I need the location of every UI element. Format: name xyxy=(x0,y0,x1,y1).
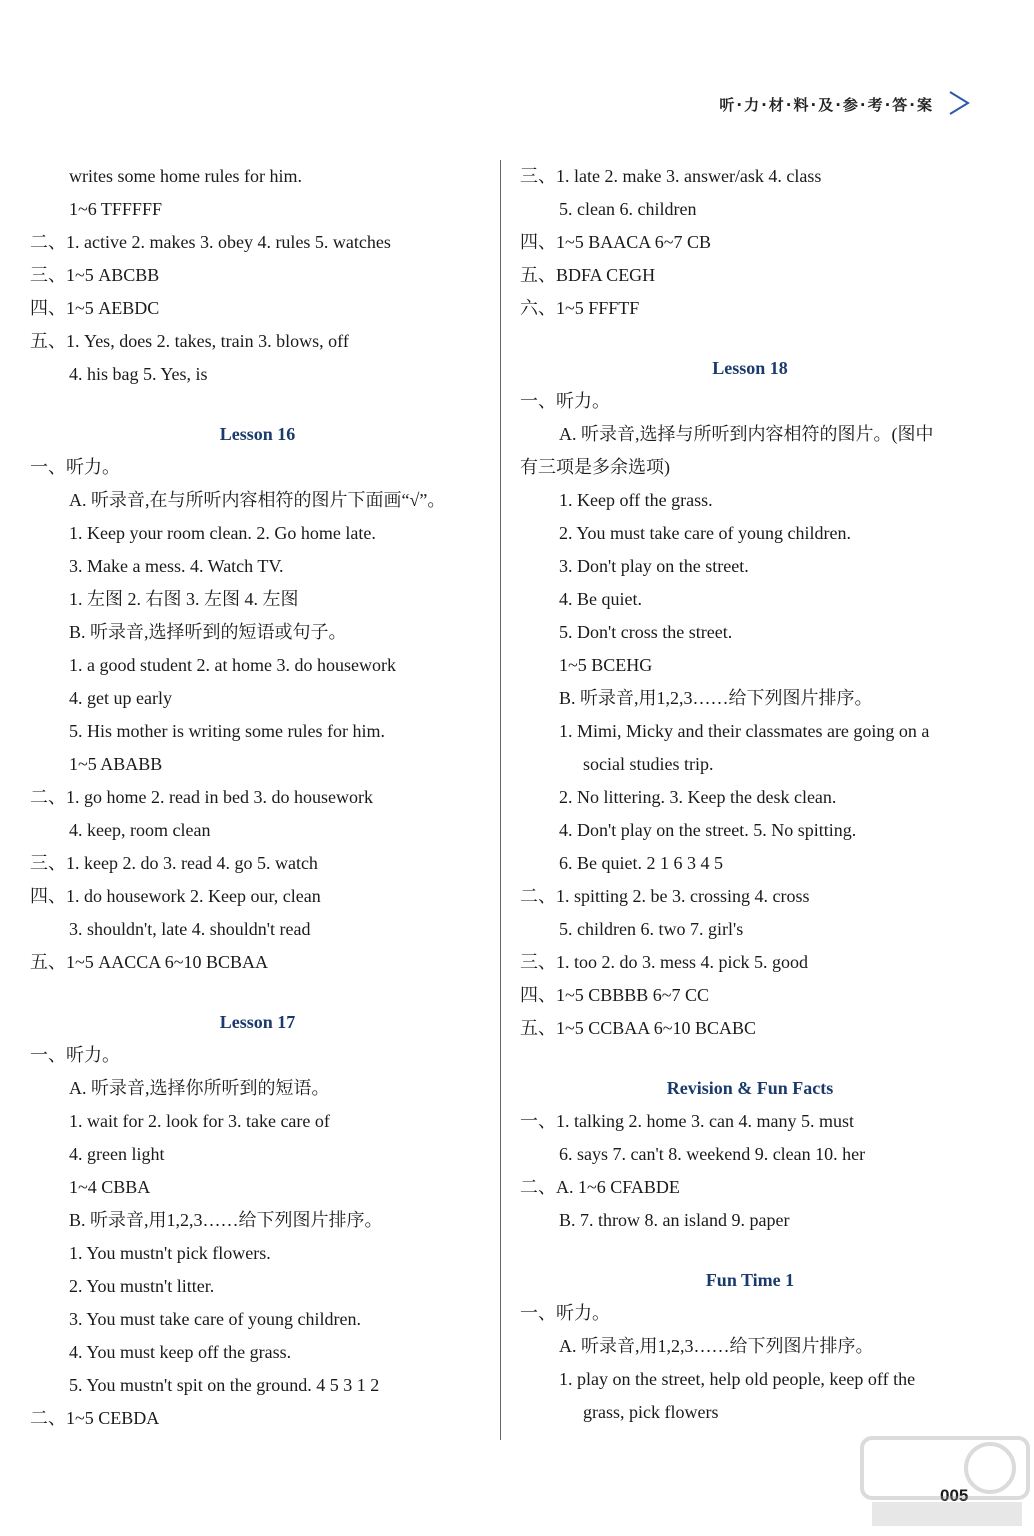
answer-line: A. 听录音,选择你所听到的短语。 xyxy=(69,1078,330,1098)
column-divider xyxy=(500,160,501,1440)
answer-line: 1. You mustn't pick flowers. xyxy=(69,1243,271,1263)
revision-title: Revision & Fun Facts xyxy=(666,1078,834,1098)
answer-line: 3. You must take care of young children. xyxy=(69,1309,361,1329)
answer-line: 一、听力。 xyxy=(30,1045,120,1065)
answer-line: 4. You must keep off the grass. xyxy=(69,1342,292,1362)
revision-section xyxy=(520,1105,980,1237)
answer-line: 2. You must take care of young children. xyxy=(559,523,851,543)
answer-line: 二、A. 1~6 CFABDE xyxy=(520,1177,680,1197)
answer-line: 三、1. too 2. do 3. mess 4. pick 5. good xyxy=(520,952,808,972)
answer-line: 2. You mustn't litter. xyxy=(69,1276,215,1296)
answer-line: 四、1~5 CBBBB 6~7 CC xyxy=(520,985,710,1005)
answer-line: 1. Keep your room clean. 2. Go home late. xyxy=(69,523,376,543)
answer-line: 3. Don't play on the street. xyxy=(559,556,749,576)
answer-line: 三、1. keep 2. do 3. read 4. go 5. watch xyxy=(30,853,318,873)
fun-time-title: Fun Time 1 xyxy=(705,1270,795,1290)
answer-line: 二、1. go home 2. read in bed 3. do housework xyxy=(30,787,373,807)
answer-line: 1~5 BCEHG xyxy=(559,655,653,675)
lesson-17-section xyxy=(30,1039,485,1435)
answer-line: 四、1. do housework 2. Keep our, clean xyxy=(30,886,321,906)
answer-line: 1~4 CBBA xyxy=(69,1177,151,1197)
answer-line: 五、1~5 CCBAA 6~10 BCABC xyxy=(520,1018,757,1038)
answer-line: 1. wait for 2. look for 3. take care of xyxy=(69,1111,330,1131)
left-top-section xyxy=(30,160,485,391)
answer-line: 1. 左图 2. 右图 3. 左图 4. 左图 xyxy=(69,589,299,609)
answer-line: 1. a good student 2. at home 3. do housework xyxy=(69,655,396,675)
answer-line: 一、听力。 xyxy=(30,457,120,477)
answer-line: 1~6 TFFFFF xyxy=(69,199,162,219)
answer-line: 二、1~5 CEBDA xyxy=(30,1408,160,1428)
answer-line: B. 听录音,选择听到的短语或句子。 xyxy=(69,622,347,642)
answer-line: 六、1~5 FFFTF xyxy=(520,298,640,318)
page-number: 005 xyxy=(940,1486,969,1505)
answer-line: 2. No littering. 3. Keep the desk clean. xyxy=(559,787,837,807)
answer-line: 有三项是多余选项) xyxy=(520,457,670,477)
fun-time-section xyxy=(520,1297,980,1429)
lesson-18-title: Lesson 18 xyxy=(712,358,788,378)
lesson-17-title: Lesson 17 xyxy=(219,1012,296,1032)
answer-line: 5. His mother is writing some rules for him. xyxy=(69,721,385,741)
answer-line: 5. children 6. two 7. girl's xyxy=(559,919,744,939)
answer-line: 1~5 ABABB xyxy=(69,754,163,774)
answer-line: 6. Be quiet. 2 1 6 3 4 5 xyxy=(559,853,723,873)
answer-line: 5. clean 6. children xyxy=(559,199,697,219)
answer-line: 4. get up early xyxy=(69,688,172,708)
answer-line: 6. says 7. can't 8. weekend 9. clean 10. her xyxy=(559,1144,866,1164)
answer-line: B. 7. throw 8. an island 9. paper xyxy=(559,1210,790,1230)
answer-line: 4. Be quiet. xyxy=(559,589,642,609)
right-top-section xyxy=(520,160,980,325)
answer-line: A. 听录音,在与所听内容相符的图片下面画“√”。 xyxy=(69,490,446,510)
answer-line: grass, pick flowers xyxy=(583,1402,719,1422)
answer-line: social studies trip. xyxy=(583,754,714,774)
answer-line: 四、1~5 BAACA 6~7 CB xyxy=(520,232,712,252)
answer-line: 4. keep, room clean xyxy=(69,820,211,840)
answer-line: B. 听录音,用1,2,3……给下列图片排序。 xyxy=(69,1210,383,1230)
answer-line: 一、1. talking 2. home 3. can 4. many 5. must xyxy=(520,1111,854,1131)
answer-line: 五、BDFA CEGH xyxy=(520,265,656,285)
answer-line: A. 听录音,选择与所听到内容相符的图片。(图中 xyxy=(559,424,934,444)
answer-line: 3. shouldn't, late 4. shouldn't read xyxy=(69,919,311,939)
answer-line: 3. Make a mess. 4. Watch TV. xyxy=(69,556,284,576)
answer-line: 4. Don't play on the street. 5. No spitting. xyxy=(559,820,857,840)
answer-line: 1. Keep off the grass. xyxy=(559,490,713,510)
header-title: 听·力·材·料·及·参·考·答·案 xyxy=(719,96,934,114)
answer-line: 五、1. Yes, does 2. takes, train 3. blows, off xyxy=(30,331,349,351)
answer-line: A. 听录音,用1,2,3……给下列图片排序。 xyxy=(559,1336,874,1356)
answer-line: 五、1~5 AACCA 6~10 BCBAA xyxy=(30,952,269,972)
answer-line: 1. play on the street, help old people, keep off the xyxy=(559,1369,916,1389)
right-column xyxy=(520,160,980,1429)
lesson-16-section xyxy=(30,451,485,979)
answer-line: 二、1. spitting 2. be 3. crossing 4. cross xyxy=(520,886,810,906)
lesson-18-section xyxy=(520,385,980,1045)
answer-line: 4. his bag 5. Yes, is xyxy=(69,364,208,384)
answer-line: 三、1. late 2. make 3. answer/ask 4. class xyxy=(520,166,822,186)
answer-line: writes some home rules for him. xyxy=(69,166,302,186)
chevron-right-icon xyxy=(944,88,974,118)
answer-line: 4. green light xyxy=(69,1144,165,1164)
answer-line: 三、1~5 ABCBB xyxy=(30,265,160,285)
left-column xyxy=(30,160,485,1435)
answer-line: 一、听力。 xyxy=(520,1303,610,1323)
answer-line: 四、1~5 AEBDC xyxy=(30,298,160,318)
answer-line: 5. Don't cross the street. xyxy=(559,622,733,642)
watermark-logo xyxy=(860,1436,1030,1531)
answer-line: 二、1. active 2. makes 3. obey 4. rules 5. watches xyxy=(30,232,391,252)
answer-line: 1. Mimi, Micky and their classmates are going on a xyxy=(559,721,930,741)
answer-line: 一、听力。 xyxy=(520,391,610,411)
answer-line: 5. You mustn't spit on the ground. 4 5 3 1 2 xyxy=(69,1375,380,1395)
answer-line: B. 听录音,用1,2,3……给下列图片排序。 xyxy=(559,688,873,708)
lesson-16-title: Lesson 16 xyxy=(219,424,296,444)
